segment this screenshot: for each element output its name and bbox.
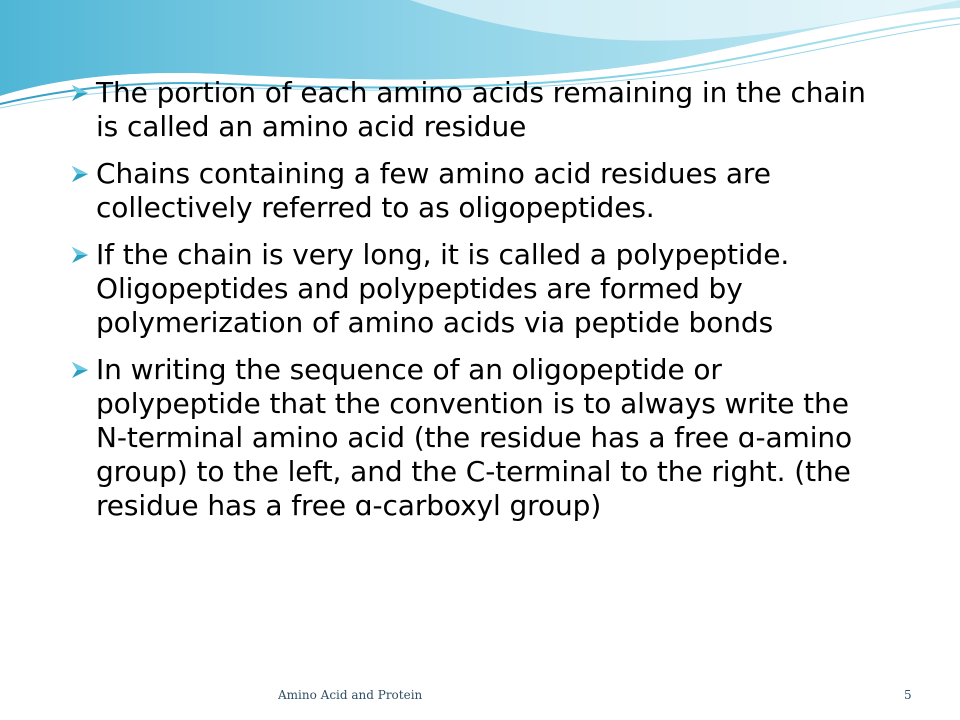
bullet-text: The portion of each amino acids remaining in the chain is called an amino acid residue [96,76,866,143]
arrow-bullet-icon [70,246,90,264]
arrow-bullet-icon [70,361,90,379]
bullet-item [66,353,866,523]
bullet-item [66,157,866,225]
footer-title: Amino Acid and Protein [278,688,423,702]
bullet-text: If the chain is very long, it is called a polypeptide. Oligopeptides and polypeptides are formed by polymerization of amino acids via peptide bonds [96,238,790,339]
bullet-item [66,76,866,144]
bullet-list [66,76,866,536]
arrow-bullet-icon [70,84,90,102]
bullet-text: In writing the sequence of an oligopeptide or polypeptide that the convention is to always write the N-terminal amino acid (the residue has a free ɑ-amino group) to the left, and the C-terminal to the right. (the residue has a free ɑ-carboxyl group) [96,353,853,522]
bullet-item [66,238,866,340]
page-number: 5 [904,688,912,702]
bullet-text: Chains containing a few amino acid residues are collectively referred to as oligopeptides. [96,157,771,224]
arrow-bullet-icon [70,165,90,183]
